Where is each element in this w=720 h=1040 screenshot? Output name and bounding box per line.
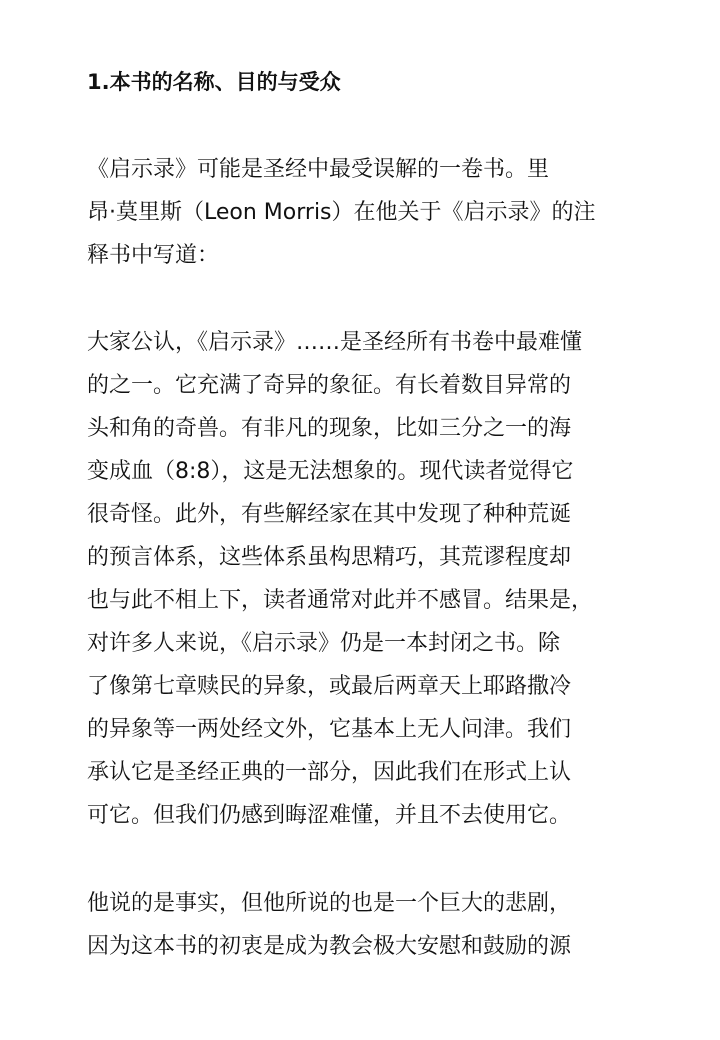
text-line: 大家公认，《启示录》……是圣经所有书卷中最难懂 [87, 330, 583, 355]
section-heading: 1.本书的名称、目的与受众 [87, 70, 341, 94]
text-line: 因为这本书的初衷是成为教会极大安慰和鼓励的源 [87, 934, 572, 959]
text-line: 变成血（8:8），这是无法想象的。现代读者觉得它 [87, 459, 574, 484]
text-line: 的之一。它充满了奇异的象征。有长着数目异常的 [87, 373, 572, 398]
closing-paragraph [87, 882, 632, 968]
text-line: 他说的是事实，但他所说的也是一个巨大的悲剧， [87, 891, 572, 916]
text-line: 也与此不相上下，读者通常对此并不感冒。结果是， [87, 588, 594, 613]
text-line: 对许多人来说，《启示录》仍是一本封闭之书。除 [87, 631, 561, 656]
text-line: 《启示录》可能是圣经中最受误解的一卷书。里 [87, 157, 550, 182]
text-line: 很奇怪。此外，有些解经家在其中发现了种种荒诞 [87, 502, 572, 527]
text-line: 的预言体系，这些体系虽构思精巧，其荒谬程度却 [87, 545, 572, 570]
quote-paragraph [87, 321, 632, 837]
text-line: 的异象等一两处经文外，它基本上无人问津。我们 [87, 717, 572, 742]
intro-paragraph [87, 148, 632, 277]
text-line: 可它。但我们仍感到晦涩难懂，并且不去使用它。 [87, 803, 572, 828]
text-line: 头和角的奇兽。有非凡的现象，比如三分之一的海 [87, 416, 572, 441]
text-line: 释书中写道： [87, 243, 220, 268]
text-line: 承认它是圣经正典的一部分，因此我们在形式上认 [87, 760, 572, 785]
text-line: 昂·莫里斯（Leon Morris）在他关于《启示录》的注 [87, 200, 596, 225]
text-line: 了像第七章赎民的异象，或最后两章天上耶路撒冷 [87, 674, 572, 699]
